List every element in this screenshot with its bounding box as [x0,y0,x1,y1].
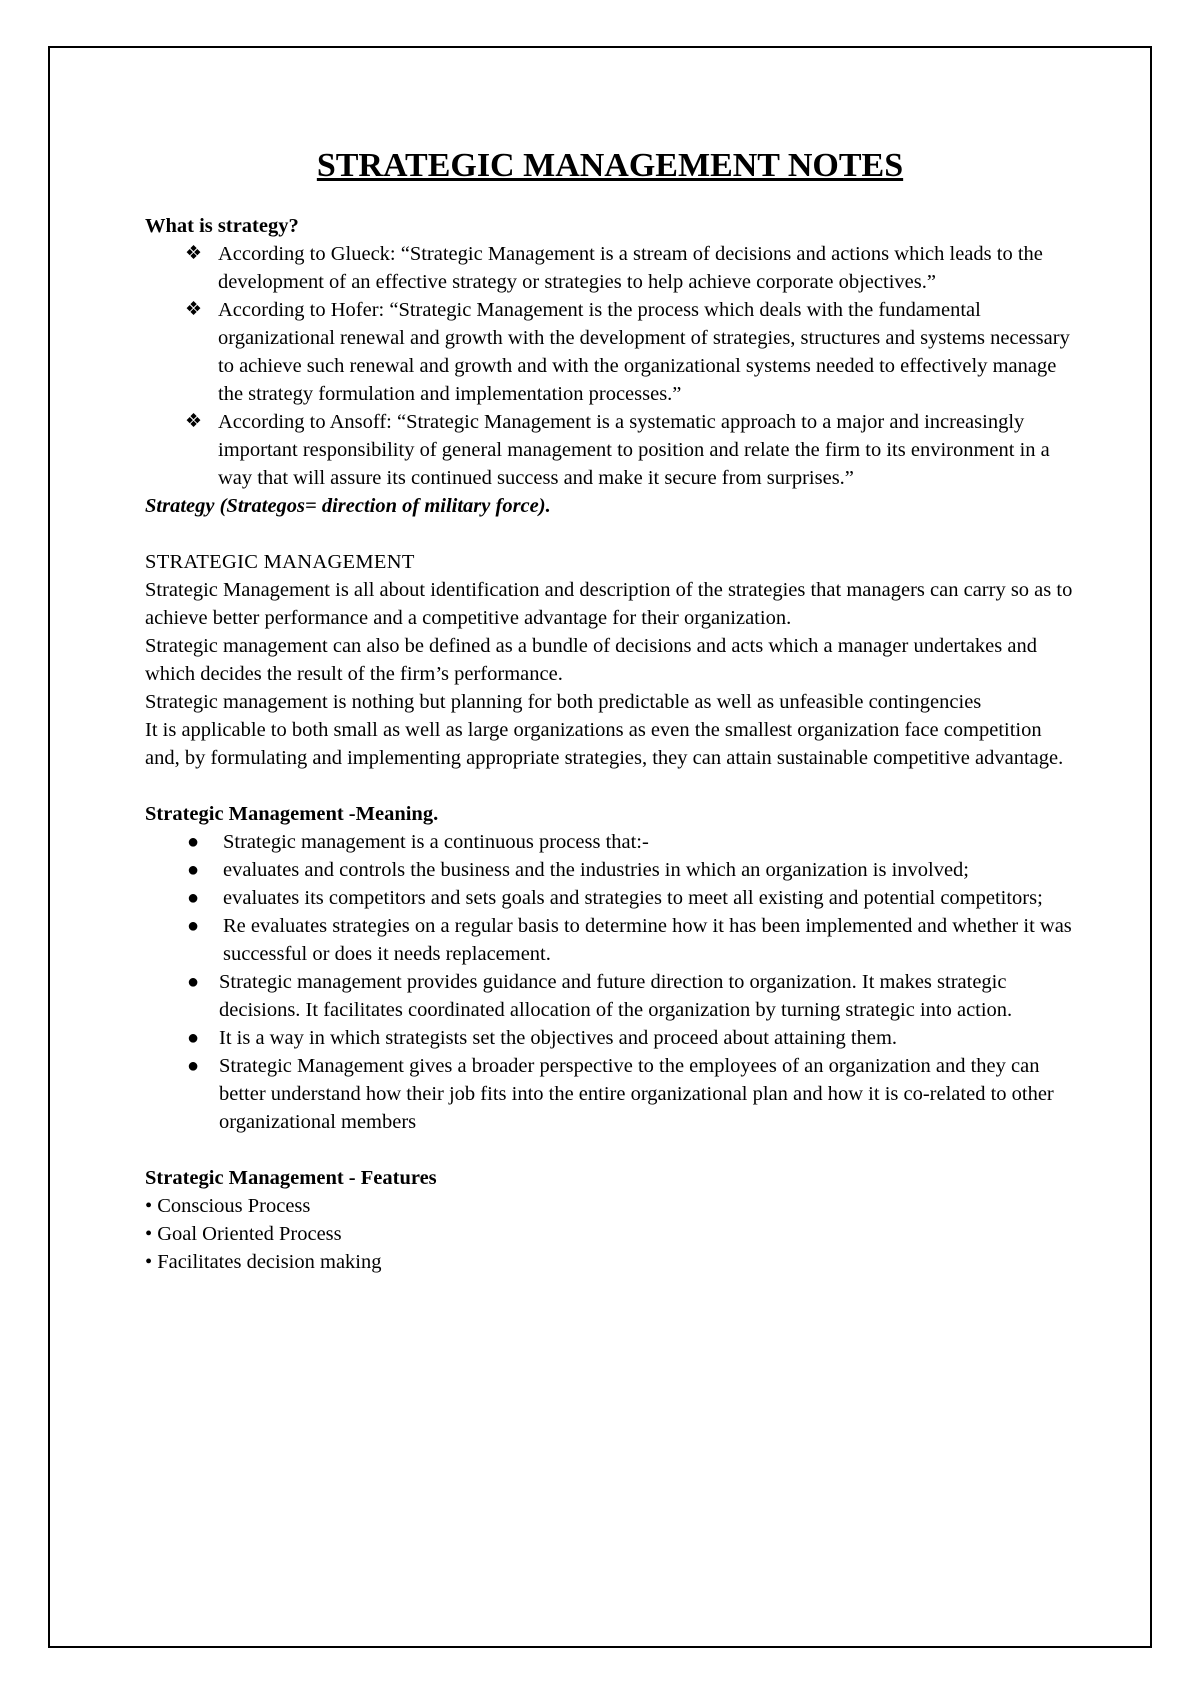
list-item [145,968,1075,1024]
list-item-glueck [145,240,1075,296]
diamond-bullet-icon: ❖ [185,299,203,320]
list-item-hofer [145,296,1075,408]
list-item-text: evaluates and controls the business and the industries in which an organization is involved; [223,859,970,881]
list-item [145,912,1075,968]
dot-bullet-icon: ● [187,971,200,993]
list-item-text: Conscious Process [157,1195,311,1217]
list-item-text: Strategic management is a continuous process that:- [223,831,649,853]
definition-list [145,240,1075,492]
list-item [145,1024,1075,1052]
list-item [145,884,1075,912]
list-item-text: It is a way in which strategists set the objectives and proceed about attaining them. [219,1027,898,1049]
list-item [145,1248,1075,1276]
list-item-text: evaluates its competitors and sets goals and strategies to meet all existing and potential competitors; [223,887,1043,909]
paragraph: Strategic management can also be defined as a bundle of decisions and acts which a manager undertakes and which decides the result of the firm’s performance. [145,635,1037,685]
paragraph: It is applicable to both small as well as large organizations as even the smallest organization face competition and, by formulating and implementing appropriate strategies, they can attain sustainable competitive advantage. [145,719,1064,769]
list-item-text: Goal Oriented Process [157,1223,342,1245]
dot-bullet-icon: ● [187,1027,200,1049]
list-item [145,1220,1075,1248]
list-item [145,1052,1075,1136]
list-item [145,828,1075,856]
list-item-text: Strategic management provides guidance and future direction to organization. It makes strategic decisions. It facilitates coordinated allocation of the organization by turning strategic into action. [219,971,1013,1021]
list-item-text: Strategic Management gives a broader perspective to the employees of an organization and they can better understand how their job fits into the entire organizational plan and how it is co-related to other organizational members [219,1055,1054,1133]
bullet-icon: • [145,1251,153,1273]
list-item-text: According to Ansoff: “Strategic Management is a systematic approach to a major and increasingly important responsibility of general management to position and relate the firm to its environment in a way that will assure its continued success and make it secure from surprises.” [218,411,1050,489]
list-item [145,1192,1075,1220]
section-heading-meaning: Strategic Management -Meaning. [145,803,439,825]
features-list [145,1192,1075,1276]
section-heading-strategic-management: STRATEGIC MANAGEMENT [145,551,415,573]
dot-bullet-icon: ● [187,887,200,909]
diamond-bullet-icon: ❖ [185,243,203,264]
paragraph: Strategic Management is all about identification and description of the strategies that managers can carry so as to achieve better performance and a competitive advantage for their organization. [145,579,1073,629]
list-item-text: Re evaluates strategies on a regular basis to determine how it has been implemented and whether it was successful or does it needs replacement. [223,915,1072,965]
list-item-text: According to Glueck: “Strategic Management is a stream of decisions and actions which leads to the development of an effective strategy or strategies to help achieve corporate objectives.” [218,243,1043,293]
bullet-icon: • [145,1223,153,1245]
strategy-etymology-note: Strategy (Strategos= direction of military force). [145,495,551,517]
dot-bullet-icon: ● [187,831,200,853]
dot-bullet-icon: ● [187,859,200,881]
document-title: STRATEGIC MANAGEMENT NOTES [316,147,904,184]
dot-bullet-icon: ● [187,915,200,937]
document-body [145,146,1075,1276]
list-item [145,856,1075,884]
diamond-bullet-icon: ❖ [185,411,203,432]
section-heading-what-is-strategy: What is strategy? [145,215,299,237]
meaning-list [145,828,1075,1136]
list-item-text: According to Hofer: “Strategic Management is the process which deals with the fundamental organizational renewal and growth with the development of strategies, structures and systems necessary to achieve such renewal and growth and with the organizational systems needed to effectively manage the strategy formulation and implementation processes.” [218,299,1070,405]
paragraph: Strategic management is nothing but planning for both predictable as well as unfeasible contingencies [145,691,982,713]
list-item-ansoff [145,408,1075,492]
section-heading-features: Strategic Management - Features [145,1167,437,1189]
dot-bullet-icon: ● [187,1055,200,1077]
bullet-icon: • [145,1195,153,1217]
list-item-text: Facilitates decision making [157,1251,382,1273]
